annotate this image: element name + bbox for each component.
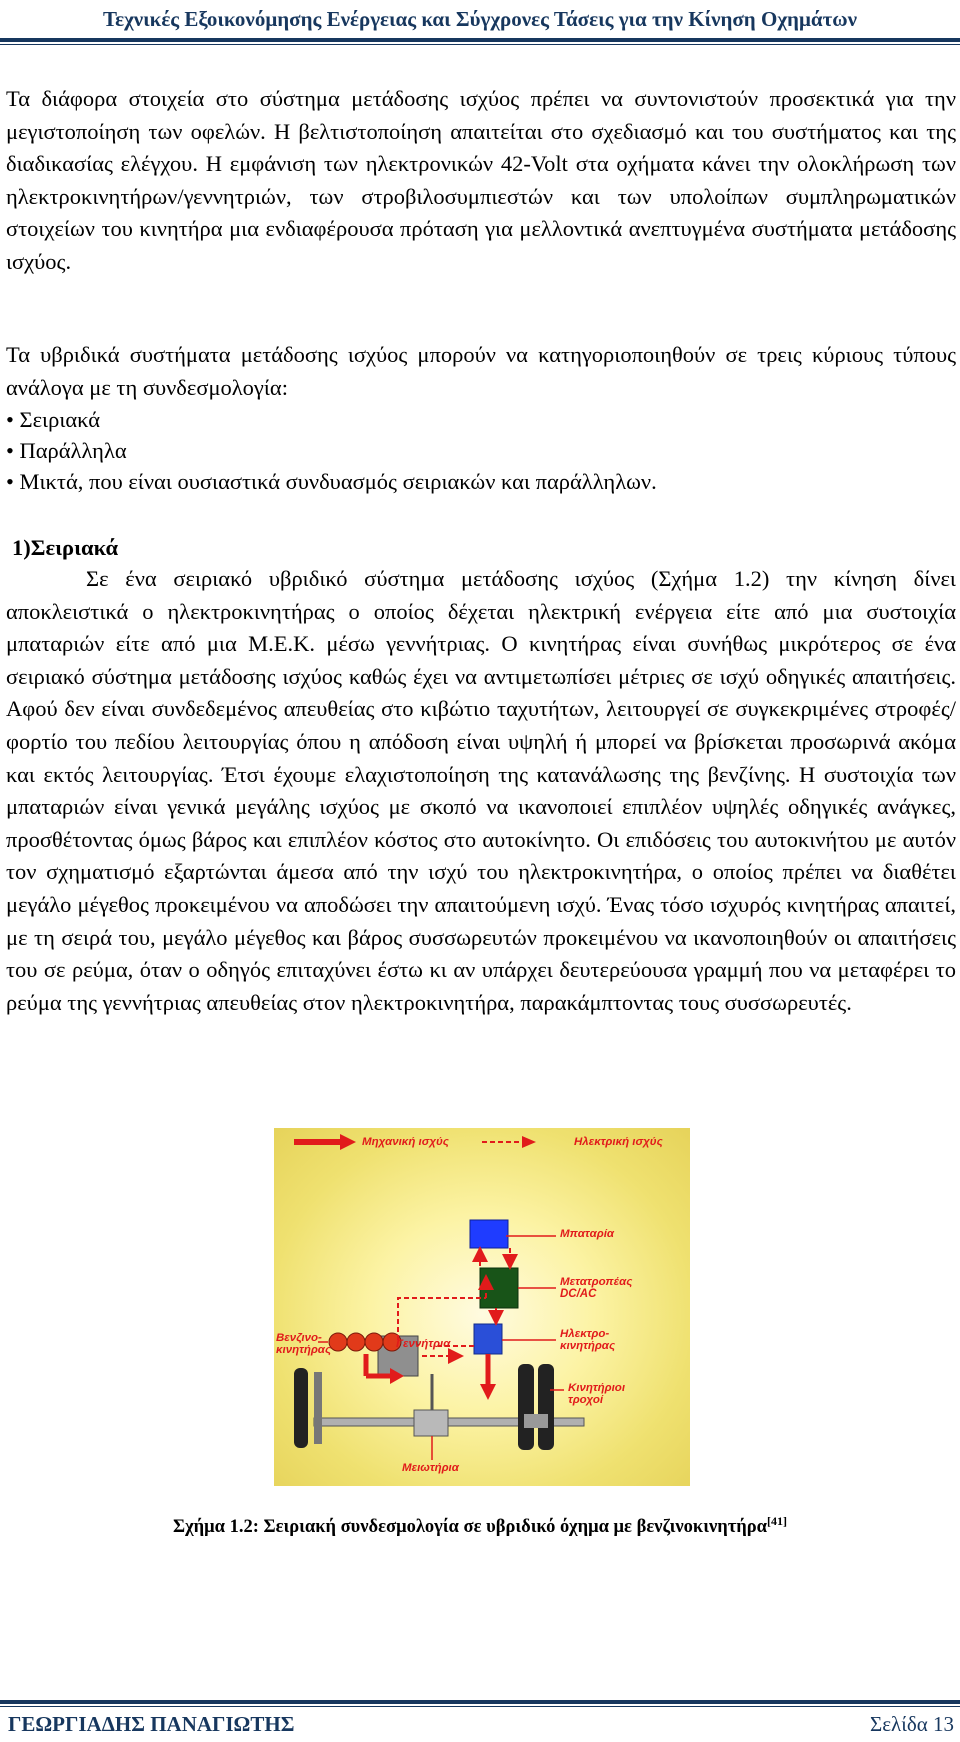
legend-electrical-label: Ηλεκτρική ισχύς bbox=[574, 1136, 663, 1148]
legend-mechanical-arrow bbox=[294, 1134, 356, 1150]
battery-label: Μπαταρία bbox=[560, 1228, 615, 1240]
figure-caption bbox=[0, 1514, 960, 1540]
wheels-label-line1: Κινητήριοι bbox=[568, 1382, 626, 1394]
page-header: Τεχνικές Εξοικονόμησης Ενέργειας και Σύγχρονες Τάσεις για την Κίνηση Οχημάτων bbox=[103, 7, 857, 31]
series-hybrid-diagram bbox=[274, 1128, 690, 1486]
engine-label-line1: Βενζινο- bbox=[276, 1332, 322, 1344]
paragraph-series-description: Σε ένα σειριακό υβριδικό σύστημα μετάδοσης ισχύος (Σχήμα 1.2) την κίνηση δίνει αποκλειστικά ο ηλεκτροκινητήρας ο οποίος δέχεται ηλεκτρική ενέργεια είτε από μια συστοιχία μπαταριών είτε από μια Μ.Ε.Κ. μέσω γεννήτριας. Ο κινητήρας είναι συνήθως μικρότερος σε ένα σειριακό σύστημα μετάδοσης ισχύος καθώς έχει να αντιμετωπίσει μέτριες σε ισχύ οδηγικές απαιτήσεις. Αφού δεν είναι συνδεδεμένος απευθείας στο κιβώτιο ταχυτήτων, λειτουργεί σε συγκεκριμένες στροφές/φορτίο του πεδίου λειτουργίας όπου η απόδοση είναι υψηλή ή μπορεί να βρίσκεται προσωρινά ακόμα και εκτός λειτουργίας. Έτσι έχουμε ελαχιστοποίηση της κατανάλωσης της βενζίνης. Η συστοιχία των μπαταριών είναι γενικά μεγάλης ισχύος με σκοπό να ικανοποιεί επιπλέον υψηλές οδηγικές ανάγκες, προσθέτοντας όμως βάρος και επιπλέον κόστος στο αυτοκίνητο. Οι επιδόσεις του αυτοκινήτου με αυτόν τον σχηματισμό εξαρτώνται άμεσα από την ισχύ του ηλεκτροκινητήρα, ο οποίος πρέπει να διαθέτει μεγάλο μέγεθος προκειμένου να αποδώσει την απαιτούμενη ισχύ. Ένας τόσο ισχυρός κινητήρας απαιτεί, με τη σειρά του, μεγάλο μέγεθος και βάρος συσσωρευτών προκειμένου να ικανοποιηθούν οι απαιτήσεις του σε ρεύμα, όταν ο οδηγός επιταχύνει έστω κι αν υπάρχει δευτερεύουσα γραμμή που να μεταφέρει το ρεύμα της γεννήτριας απευθείας στον ηλεκτροκινητήρα, παρακάμπτοντας τους συσσωρευτές. bbox=[6, 566, 956, 1015]
footer-rule bbox=[0, 1700, 960, 1704]
paragraph-intro: Τα διάφορα στοιχεία στο σύστημα μετάδοσης ισχύος πρέπει να συντονιστούν προσεκτικά για την μεγιστοποίηση των οφελών. Η βελτιστοποίηση απαιτείται στο σχεδιασμό και του συστήματος και της διαδικασίας ελέγχου. Η εμφάνιση των ηλεκτρονικών 42-Volt στα οχήματα κάνει την ολοκλήρωση των ηλεκτροκινητήρων/γεννητριών, των στροβιλοσυμπιεστών και των υπολοίπων συμπληρωματικών στοιχείων του κινητήρα μια ενδιαφέρουσα πρόταση για μελλοντικά ανεπτυγμένα συστήματα μετάδοσης ισχύος. bbox=[6, 86, 956, 274]
diagram-drawing bbox=[274, 1128, 690, 1486]
footer-rule-thin bbox=[0, 1706, 960, 1707]
engine-label-line2: κινητήρας bbox=[276, 1344, 332, 1356]
motor-label-line1: Ηλεκτρο- bbox=[560, 1328, 610, 1340]
legend-mechanical-label: Μηχανική ισχύς bbox=[362, 1136, 449, 1148]
converter-label-line1: Μετατροπέας bbox=[560, 1276, 633, 1288]
wheels-label bbox=[568, 1382, 625, 1406]
paragraph-types: Τα υβριδικά συστήματα μετάδοσης ισχύος μπορούν να κατηγοριοποιηθούν σε τρεις κύριους τύπους ανάλογα με τη συνδεσμολογία: bbox=[6, 342, 956, 400]
engine-cylinders bbox=[329, 1333, 401, 1351]
header-rule bbox=[0, 38, 960, 42]
battery-block bbox=[470, 1220, 508, 1248]
reducer-label: Μειωτήρια bbox=[402, 1462, 459, 1474]
wheels-label-line2: τροχοί bbox=[568, 1394, 604, 1406]
chassis bbox=[294, 1364, 584, 1450]
legend-electrical-arrow bbox=[482, 1136, 536, 1148]
engine-label bbox=[276, 1332, 331, 1356]
figure-caption-reference: [41] bbox=[766, 1513, 787, 1528]
electric-motor-block bbox=[474, 1324, 502, 1354]
list-item-parallel: • Παράλληλα bbox=[6, 438, 127, 463]
figure-caption-text: Σχήμα 1.2: Σειριακή συνδεσμολογία σε υβριδικό όχημα με βενζινοκινητήρα bbox=[173, 1517, 767, 1537]
converter-label-line2: DC/AC bbox=[560, 1288, 597, 1300]
footer-page-number: Σελίδα 13 bbox=[869, 1712, 954, 1736]
motor-label-line2: κινητήρας bbox=[560, 1340, 616, 1352]
footer-author: ΓΕΩΡΓΙΑΔΗΣ ΠΑΝΑΓΙΩΤΗΣ bbox=[8, 1712, 295, 1736]
generator-label: Γεννήτρια bbox=[396, 1338, 451, 1350]
section-title: 1)Σειριακά bbox=[12, 535, 119, 560]
list-item-mixed: • Μικτά, που είναι ουσιαστικά συνδυασμός σειριακών και παράλληλων. bbox=[6, 469, 657, 494]
header-rule-thin bbox=[0, 44, 960, 45]
list-item-series: • Σειριακά bbox=[6, 407, 101, 432]
motor-label bbox=[560, 1328, 615, 1352]
converter-label bbox=[560, 1276, 632, 1300]
